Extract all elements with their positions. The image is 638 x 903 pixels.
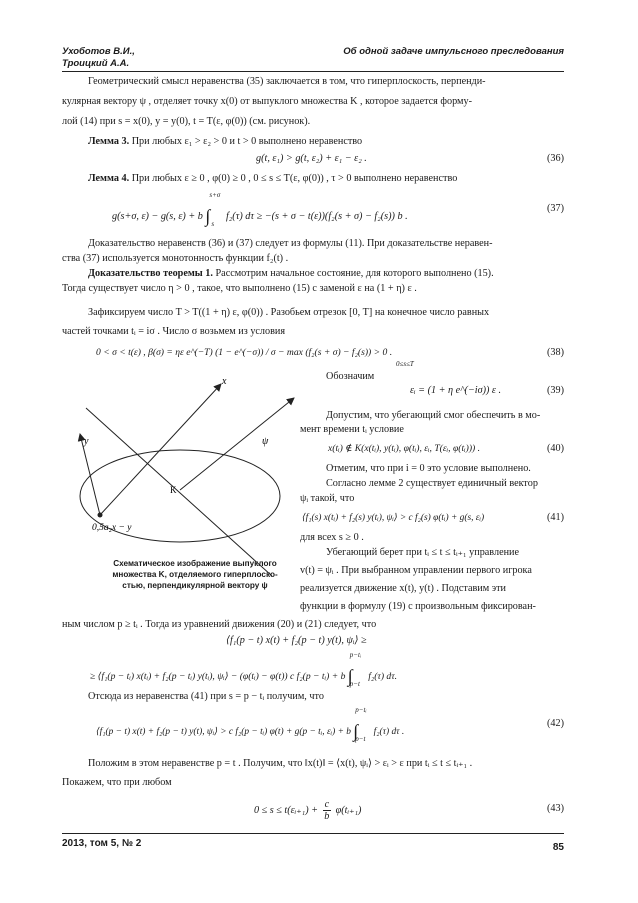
p2-line-1: Доказательство неравенств (36) и (37) следует из формулы (11). При доказательстве неравен- — [88, 238, 493, 249]
lemma-4 — [88, 172, 564, 185]
figure-caption — [110, 558, 280, 591]
header-author-1: Ухоботов В.И., — [62, 46, 135, 57]
equation-43-number: (43) — [547, 803, 564, 814]
figure-convex-set — [62, 378, 302, 578]
rc4-line-4: реализуется движение x(t), y(t) . Подставим эти — [300, 583, 506, 594]
equation-43-left: 0 ≤ s ≤ t(εᵢ₊₁) + — [254, 804, 319, 816]
equation-38-number: (38) — [547, 347, 564, 358]
equation-39-number: (39) — [547, 385, 564, 396]
p4-line-1: Зафиксируем число T > T((1 + η) ε, φ(0)) . Разобьем отрезок [0, T] на конечное число равных — [88, 307, 490, 318]
equation-b-upper: p−tᵢ — [349, 651, 362, 659]
equation-40-number: (40) — [547, 443, 564, 454]
p8-line: Покажем, что при любом — [62, 777, 172, 788]
p7-line: Положим в этом неравенстве p = t . Получим, что ‖x(t)‖ = ⟨x(t), ψᵢ⟩ > εᵢ > ε при tᵢ ≤ t ≤ tᵢ₊₁ . — [88, 758, 473, 769]
p1-line-2: кулярная вектору ψ , отделяет точку x(0) от выпуклого множества K , которое задается форму- — [62, 96, 472, 107]
equation-36: g(t, ε₁) > g(t, ε₂) + ε₁ − ε₂ . — [256, 153, 367, 164]
footer-page-number: 85 — [552, 842, 564, 853]
equation-37-integral: ∫ — [205, 206, 211, 226]
equation-37-right: f₂(τ) dτ ≥ −(s + σ − t(ε))(f₂(s + σ) − f₂(s)) b . — [225, 211, 408, 222]
point-0-5a2x-y — [98, 513, 103, 518]
equation-40: x(tᵢ) ∉ K(x(tᵢ), y(tᵢ), φ(tᵢ), εᵢ, T(εᵢ, φ(tᵢ))) . — [328, 443, 481, 454]
p4-line-2: частей точками tᵢ = iσ . Число σ возьмем из условия — [62, 326, 286, 337]
equation-41: ⟨f₁(s) x(tᵢ) + f₂(s) y(tᵢ), ψᵢ⟩ > c f₂(s) φ(tᵢ) + g(s, εᵢ) — [302, 513, 485, 523]
caption-line-1: Схематическое изображение выпуклого — [113, 559, 277, 568]
separating-hyperplane — [86, 408, 272, 576]
rc2-line-2: мент времени tᵢ условие — [300, 424, 404, 435]
lemma-4-label: Лемма 4. — [88, 173, 130, 184]
rc4-line-2: Убегающий берет при tᵢ ≤ t ≤ tᵢ₊₁ управление — [326, 547, 520, 558]
rc3-line-1: Отметим, что при i = 0 это условие выполнено. — [326, 463, 531, 474]
equation-42-left: ⟨f₁(p − t) x(t) + f₂(p − t) y(t), ψᵢ⟩ > c f₂(p − tᵢ) φ(t) + g(p − tᵢ, εᵢ) + b — [96, 727, 351, 737]
p2-line-2: ства (37) используется монотонность функции f₂(t) . — [62, 253, 289, 264]
equation-42-number: (42) — [547, 718, 564, 729]
equation-41-number: (41) — [547, 512, 564, 523]
equation-b-integral: ∫ — [347, 666, 353, 686]
equation-43-frac-num: c — [324, 799, 330, 810]
equation-37-lower: s — [211, 220, 215, 228]
equation-43-right: φ(tᵢ₊₁) — [335, 804, 362, 816]
label-K: K — [170, 485, 177, 495]
lemma-3-text: При любых ε₁ > ε₂ > 0 и t > 0 выполнено неравенство — [131, 136, 363, 147]
equation-43 — [254, 799, 361, 822]
header-title: Об одной задаче импульсного преследования — [343, 46, 564, 57]
equation-43-frac-den: b — [324, 811, 330, 822]
p1-line-1: Геометрический смысл неравенства (35) заключается в том, что гиперплоскость, перпенди- — [88, 76, 486, 87]
rc4-line-3: v(t) = ψᵢ . При выбранном управлении первого игрока — [300, 565, 532, 576]
equation-37-left: g(s+σ, ε) − g(s, ε) + b — [112, 211, 203, 222]
header-author-2: Троицкий А.А. — [62, 58, 130, 69]
equation-38: 0 < σ < t(ε) , β(σ) = ηε e^(−T) (1 − e^(−σ)) / σ − max (f₂(s + σ) − f₂(s)) > 0 . — [96, 347, 393, 358]
footer-rule — [62, 833, 564, 834]
equation-37-upper: s+σ — [209, 191, 221, 199]
p1-line-3: лой (14) при s = x(0), y = y(0), t = T(ε, φ(0)) (см. рисунок). — [62, 116, 311, 127]
equation-38-subscript: 0≤s≤T — [396, 360, 414, 368]
proof-text: Рассмотрим начальное состояние, для которого выполнено (15). — [212, 268, 494, 279]
p5-line: ным числом p ≥ tᵢ . Тогда из уравнений движения (20) и (21) следует, что — [62, 619, 377, 630]
equation-37-number: (37) — [547, 203, 564, 214]
proof-line-2: Тогда существует число η > 0 , такое, что выполнено (15) с заменой ε на (1 + η) ε . — [62, 283, 417, 294]
equation-37 — [112, 191, 408, 228]
equation-a: ⟨f₁(p − t) x(t) + f₂(p − t) y(t), ψᵢ⟩ ≥ — [226, 635, 367, 646]
p6-line: Отсюда из неравенства (41) при s = p − tᵢ получим, что — [88, 691, 324, 702]
caption-line-3: стью, перпендикулярной вектору ψ — [122, 581, 268, 590]
equation-42-right: f₂(τ) dτ . — [373, 727, 405, 737]
label-y: y — [84, 436, 89, 447]
proof-line-1 — [88, 267, 564, 280]
label-psi: ψ — [262, 436, 269, 447]
psi-vector — [180, 398, 294, 490]
x-vector — [100, 384, 221, 515]
header-rule — [62, 71, 564, 72]
equation-42-integral: ∫ — [353, 721, 359, 741]
rc2-line-1: Допустим, что убегающий смог обеспечить в мо- — [326, 410, 541, 421]
rc3-line-2: Согласно лемме 2 существует единичный вектор — [326, 478, 538, 489]
equation-42-upper: p−tᵢ — [355, 706, 367, 714]
footer-issue: 2013, том 5, № 2 — [62, 838, 142, 849]
label-point: 0,5a₂x − y — [92, 523, 132, 533]
rc4-line-5: функции в формулу (19) с произвольным фиксирован- — [300, 601, 536, 612]
equation-b — [90, 651, 398, 688]
equation-b-lower: p−t — [349, 680, 360, 688]
lemma-3-label: Лемма 3. — [88, 136, 130, 147]
rc4-line-1: для всех s ≥ 0 . — [300, 532, 364, 543]
lemma-3 — [88, 135, 564, 148]
lemma-4-text: При любых ε ≥ 0 , φ(0) ≥ 0 , 0 ≤ s ≤ T(ε, φ(0)) , τ > 0 выполнено неравенство — [131, 173, 458, 184]
equation-42-lower: p−t — [355, 735, 366, 743]
proof-label: Доказательство теоремы 1. — [88, 268, 213, 279]
equation-42 — [96, 706, 405, 743]
caption-line-2: множества K, отделяемого гиперплоско- — [112, 570, 278, 579]
label-x: x — [222, 378, 227, 387]
y-vector — [80, 434, 100, 515]
equation-39: εᵢ = (1 + η e^(−iσ)) ε . — [410, 385, 502, 396]
rc3-line-3: ψᵢ такой, что — [300, 493, 355, 504]
rc-denote: Обозначим — [326, 371, 375, 382]
equation-b-left: ≥ ⟨f₁(p − tᵢ) x(tᵢ) + f₂(p − tᵢ) y(tᵢ), ψᵢ⟩ − (φ(tᵢ) − φ(t)) c f₂(p − tᵢ) + b — [90, 671, 346, 682]
equation-36-number: (36) — [547, 153, 564, 164]
equation-b-right: f₂(τ) dτ. — [368, 671, 398, 682]
